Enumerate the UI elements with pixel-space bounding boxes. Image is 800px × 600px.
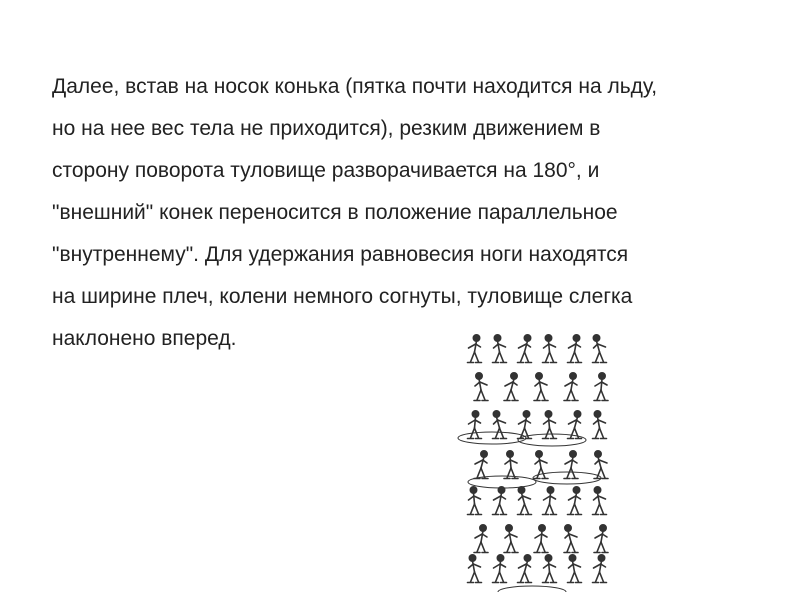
paragraph-6: на ширине плеч, колени немного согнуты, туловище слегка <box>52 285 633 308</box>
paragraph-7: наклонено вперед. <box>52 327 237 350</box>
paragraph-5: "внутреннему". Для удержания равновесия ноги находятся <box>52 243 629 266</box>
paragraph-4: "внешний" конек переносится в положение параллельное <box>52 201 618 224</box>
paragraph-3: сторону поворота туловище разворачивается на 180°, и <box>52 159 600 182</box>
paragraph-1: Далее, встав на носок конька (пятка почти находится на льду, <box>52 75 658 98</box>
slide-text <box>52 70 752 364</box>
paragraph-2: но на нее вес тела не приходится), резким движением в <box>52 117 601 140</box>
skater-figures-icon <box>452 330 612 592</box>
